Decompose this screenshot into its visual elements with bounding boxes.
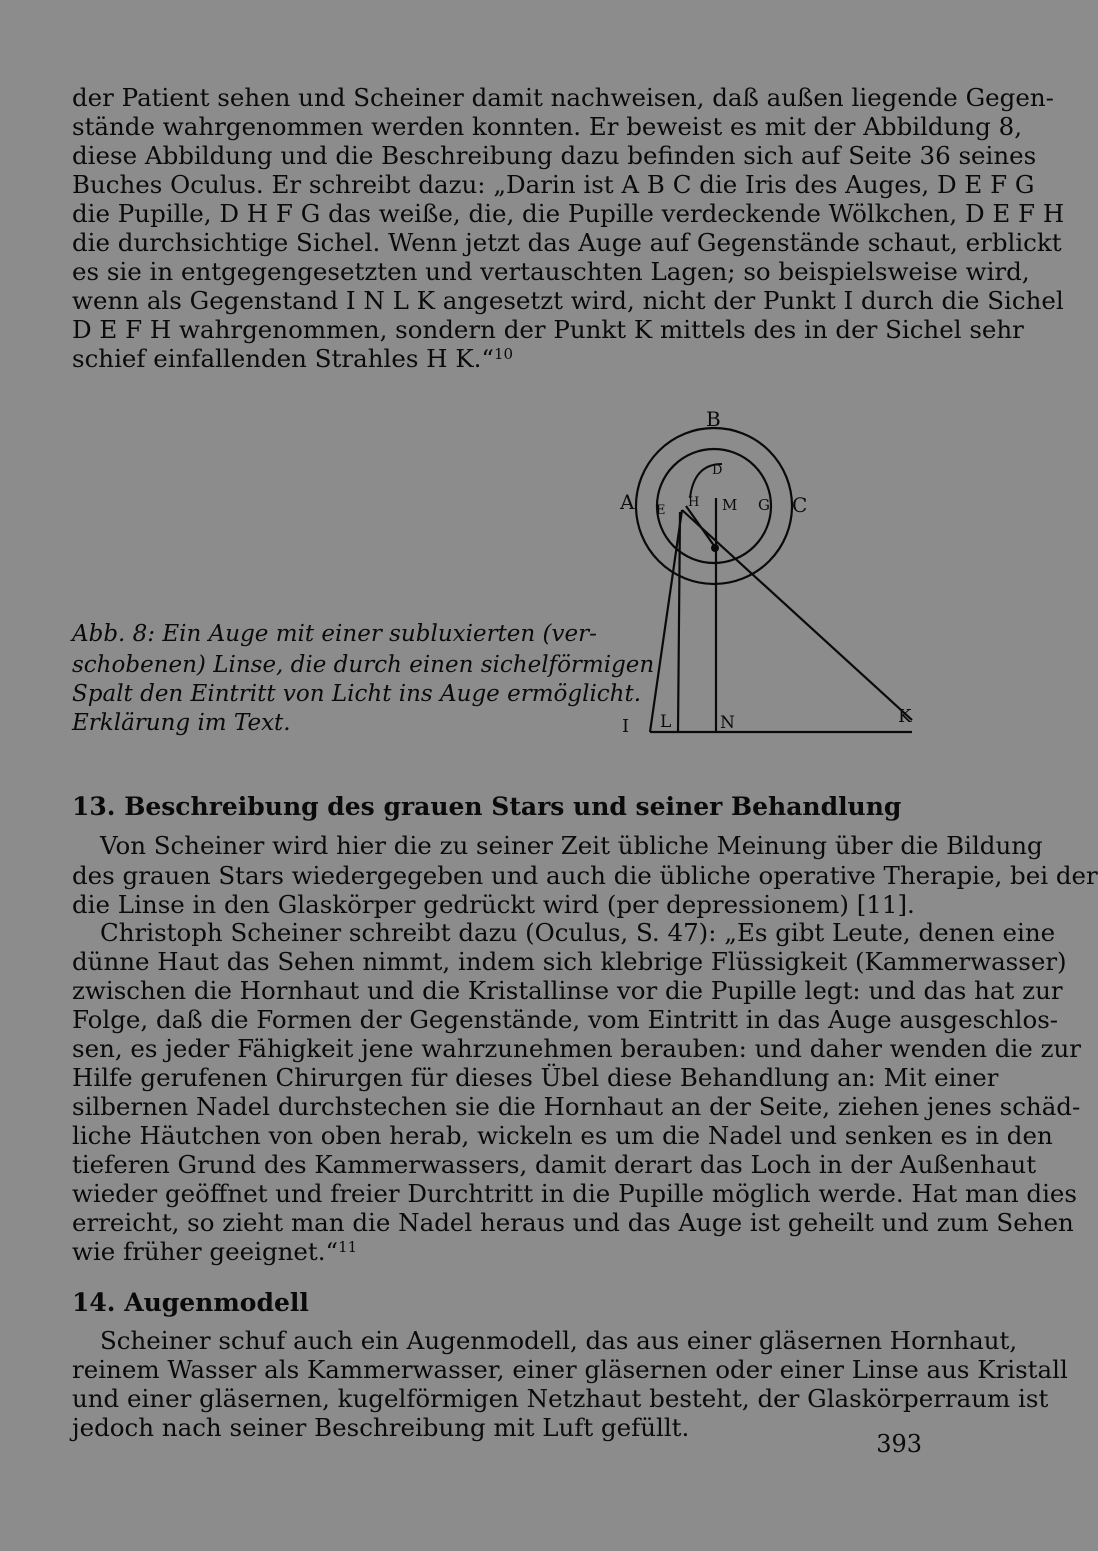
text-line: die durchsichtige Sichel. Wenn jetzt das Auge auf Gegenstände schaut, erblickt <box>72 228 1062 257</box>
caption-line: Erklärung im Text. <box>72 710 291 736</box>
label-l: L <box>660 712 672 732</box>
footnote-ref: 10 <box>493 345 514 363</box>
page-number: 393 <box>876 1430 922 1458</box>
footnote-ref: 11 <box>338 1238 358 1256</box>
text-line-content: wie früher geeignet.“ <box>72 1237 339 1266</box>
label-d: D <box>712 463 723 478</box>
label-m: M <box>722 496 738 514</box>
label-a: A <box>620 490 635 514</box>
text-line: stände wahrgenommen werden konnten. Er beweist es mit der Abbildung 8, <box>72 112 1023 141</box>
label-k: K <box>898 706 912 727</box>
text-line: die Pupille, D H F G das weiße, die, die Pupille verdeckende Wölkchen, D E F H <box>72 199 1065 228</box>
text-line: und einer gläsernen, kugelförmigen Netzhaut besteht, der Glaskörperraum ist <box>72 1384 1049 1413</box>
ray-hk <box>686 506 715 547</box>
text-line: Folge, daß die Formen der Gegenstände, vom Eintritt in das Auge ausgeschlos- <box>72 1005 1059 1034</box>
text-line: diese Abbildung und die Beschreibung dazu befinden sich auf Seite 36 seines <box>72 141 1037 170</box>
text-line: die Linse in den Glaskörper gedrückt wird (per depressionem) [11]. <box>72 890 915 919</box>
label-g: G <box>758 496 770 514</box>
section-heading: 14. Augenmodell <box>72 1288 309 1317</box>
ray-l <box>678 512 680 732</box>
label-n: N <box>720 713 735 733</box>
caption-line: Abb. 8: Ein Auge mit einer subluxierten (ver- <box>72 621 597 647</box>
text-line: Christoph Scheiner schreibt dazu (Oculus, S. 47): „Es gibt Leute, denen eine <box>100 918 1056 947</box>
text-line-content: schief einfallenden Strahles H K.“ <box>72 344 494 373</box>
text-line: Hilfe gerufenen Chirurgen für dieses Übel diese Behandlung an: Mit einer <box>72 1063 999 1092</box>
text-line: Von Scheiner wird hier die zu seiner Zeit übliche Meinung über die Bildung <box>100 831 1043 860</box>
text-line: reinem Wasser als Kammerwasser, einer gläsernen oder einer Linse aus Kristall <box>72 1355 1068 1384</box>
text-line: der Patient sehen und Scheiner damit nachweisen, daß außen liegende Gegen- <box>72 83 1054 112</box>
center-point <box>711 544 719 552</box>
label-e: E <box>656 503 666 518</box>
text-line: D E F H wahrgenommen, sondern der Punkt K mittels des in der Sichel sehr <box>72 315 1024 344</box>
eye-diagram <box>612 402 932 742</box>
text-line <box>72 344 924 373</box>
caption-line: Spalt den Eintritt von Licht ins Auge ermöglicht. <box>72 681 642 707</box>
text-line: wenn als Gegenstand I N L K angesetzt wird, nicht der Punkt I durch die Sichel <box>72 286 1064 315</box>
text-line: jedoch nach seiner Beschreibung mit Luft gefüllt. <box>72 1413 690 1442</box>
text-line: des grauen Stars wiedergegeben und auch die übliche operative Therapie, bei der <box>72 861 1098 890</box>
text-line: tieferen Grund des Kammerwassers, damit derart das Loch in der Außenhaut <box>72 1150 1037 1179</box>
text-line: erreicht, so zieht man die Nadel heraus und das Auge ist geheilt und zum Sehen <box>72 1208 1074 1237</box>
text-line: es sie in entgegengesetzten und vertauschten Lagen; so beispielsweise wird, <box>72 257 1030 286</box>
text-line: wieder geöffnet und freier Durchtritt in die Pupille möglich werde. Hat man dies <box>72 1179 1078 1208</box>
label-h: H <box>688 495 700 510</box>
caption-line: schobenen) Linse, die durch einen sichelförmigen <box>72 652 655 678</box>
text-line: sen, es jeder Fähigkeit jene wahrzunehmen berauben: und daher wenden die zur <box>72 1034 1081 1063</box>
label-b: B <box>706 407 721 431</box>
text-line: dünne Haut das Sehen nimmt, indem sich klebrige Flüssigkeit (Kammerwasser) <box>72 947 1067 976</box>
text-line: silbernen Nadel durchstechen sie die Hornhaut an der Seite, ziehen jenes schäd- <box>72 1092 1081 1121</box>
label-i: I <box>622 716 630 737</box>
text-line: Scheiner schuf auch ein Augenmodell, das aus einer gläsernen Hornhaut, <box>100 1326 1018 1355</box>
text-line: zwischen die Hornhaut und die Kristallinse vor die Pupille legt: und das hat zur <box>72 976 1063 1005</box>
text-line <box>72 1237 924 1266</box>
text-line: liche Häutchen von oben herab, wickeln es um die Nadel und senken es in den <box>72 1121 1053 1150</box>
label-c: C <box>792 493 808 517</box>
section-heading: 13. Beschreibung des grauen Stars und seiner Behandlung <box>72 792 902 821</box>
text-line: Buches Oculus. Er schreibt dazu: „Darin ist A B C die Iris des Auges, D E F G <box>72 170 1035 199</box>
ray-i <box>650 510 682 732</box>
